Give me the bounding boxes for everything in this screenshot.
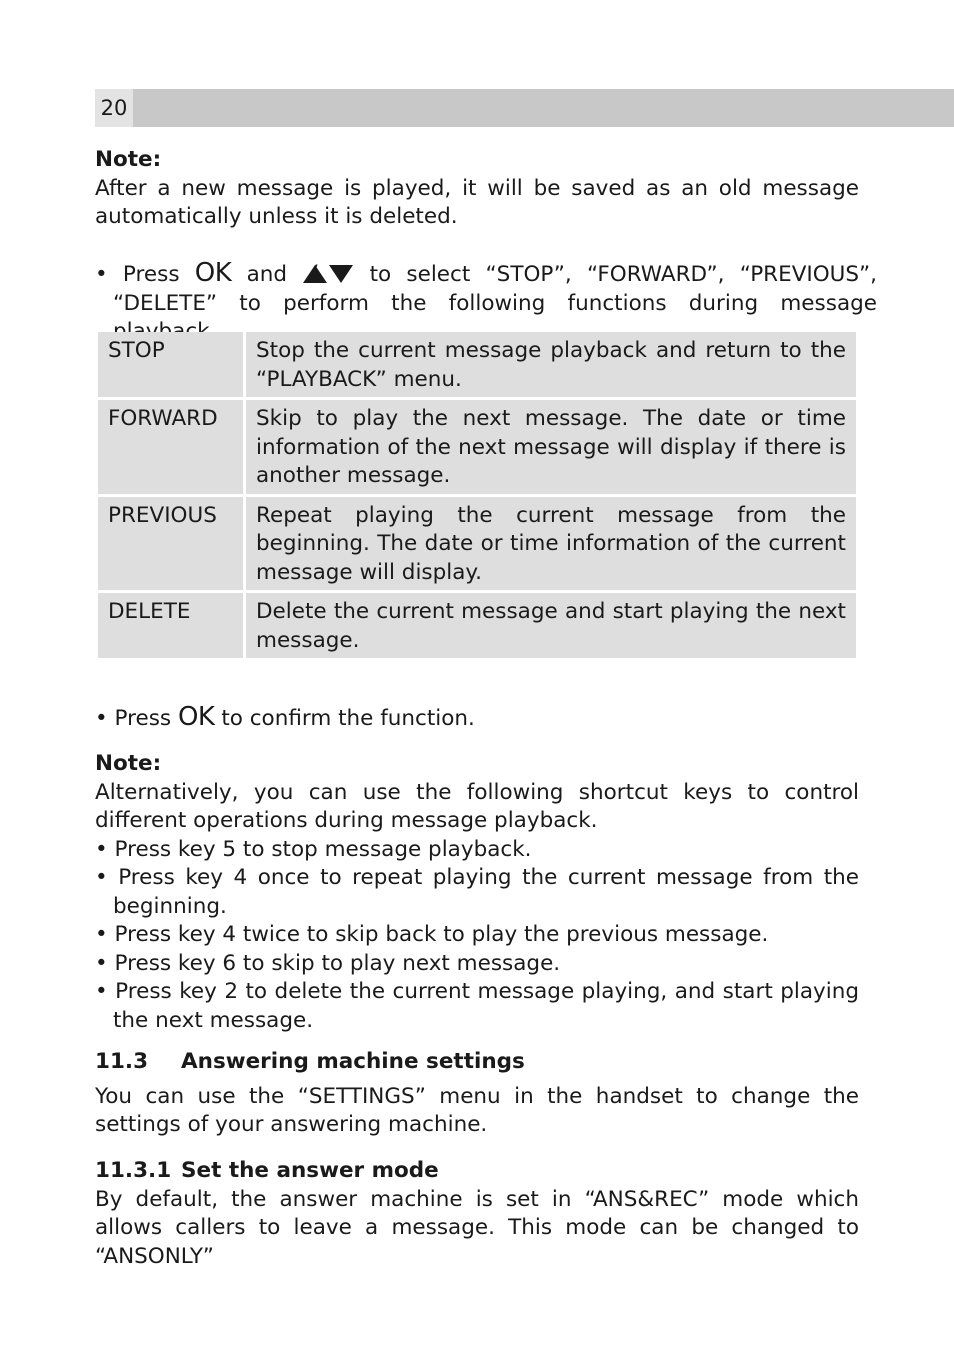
functions-table	[95, 329, 859, 661]
function-desc: Repeat playing the current message from the beginning. The date or time information of the current message will display.	[246, 497, 856, 591]
function-desc: Skip to play the next message. The date or time information of the next message will display if there is another message.	[246, 400, 856, 494]
section-text: By default, the answer machine is set in “ANS&REC” mode which allows callers to leave a message. This mode can be changed to “ANSONLY”	[95, 1186, 859, 1269]
section-11-3	[95, 1048, 859, 1140]
note-1-text: After a new message is played, it will be saved as an old message automatically unless it is deleted.	[95, 175, 859, 229]
page-header-bar	[95, 89, 954, 127]
bullet-confirm-rest: to confirm the function.	[221, 706, 475, 731]
note-1-title: Note:	[95, 147, 162, 172]
table-row	[98, 593, 856, 658]
table-row	[98, 497, 856, 591]
table-row	[98, 400, 856, 494]
section-title: Answering machine settings	[181, 1049, 525, 1074]
function-desc: Delete the current message and start playing the next message.	[246, 593, 856, 658]
ok-key-label: OK	[177, 702, 215, 732]
function-key: STOP	[98, 332, 243, 397]
note-2	[95, 750, 859, 1035]
bullet-confirm	[95, 703, 859, 734]
function-key: DELETE	[98, 593, 243, 658]
note-1	[95, 146, 859, 232]
and-label: and	[246, 262, 288, 287]
down-triangle-icon	[328, 264, 354, 284]
function-key: FORWARD	[98, 400, 243, 494]
note-2-title: Note:	[95, 751, 162, 776]
list-item: • Press key 4 once to repeat playing the current message from the beginning.	[95, 865, 859, 919]
section-heading	[95, 1157, 859, 1186]
table-row	[98, 332, 856, 397]
section-number: 11.3	[95, 1049, 149, 1074]
ok-key-label: OK	[194, 258, 232, 288]
section-number: 11.3.1	[95, 1158, 172, 1183]
section-11-3-1	[95, 1157, 859, 1271]
section-text: You can use the “SETTINGS” menu in the handset to change the settings of your answering machine.	[95, 1083, 859, 1137]
list-item: • Press key 4 twice to skip back to play the previous message.	[95, 922, 769, 947]
list-item: • Press key 6 to skip to play next message.	[95, 950, 561, 976]
bullet-press-rest: to select “STOP”, “FORWARD”, “PREVIOUS”, “DELETE” to perform the following functions during message	[113, 262, 878, 316]
function-key: PREVIOUS	[98, 497, 243, 591]
list-item: • Press key 5 to stop message playback.	[95, 836, 532, 862]
bullet-confirm-press: • Press	[95, 706, 172, 731]
section-title: Set the answer mode	[181, 1158, 439, 1183]
section-heading	[95, 1048, 859, 1077]
list-item: • Press key 2 to delete the current message playing, and start playing the next message.	[95, 979, 859, 1033]
page-number: 20	[95, 89, 133, 127]
bullet-press-label: • Press	[95, 262, 180, 287]
function-desc: Stop the current message playback and return to the “PLAYBACK” menu.	[246, 332, 856, 397]
note-2-text: Alternatively, you can use the following shortcut keys to control different operations during message playback.	[95, 779, 859, 833]
up-down-arrows	[302, 260, 354, 289]
